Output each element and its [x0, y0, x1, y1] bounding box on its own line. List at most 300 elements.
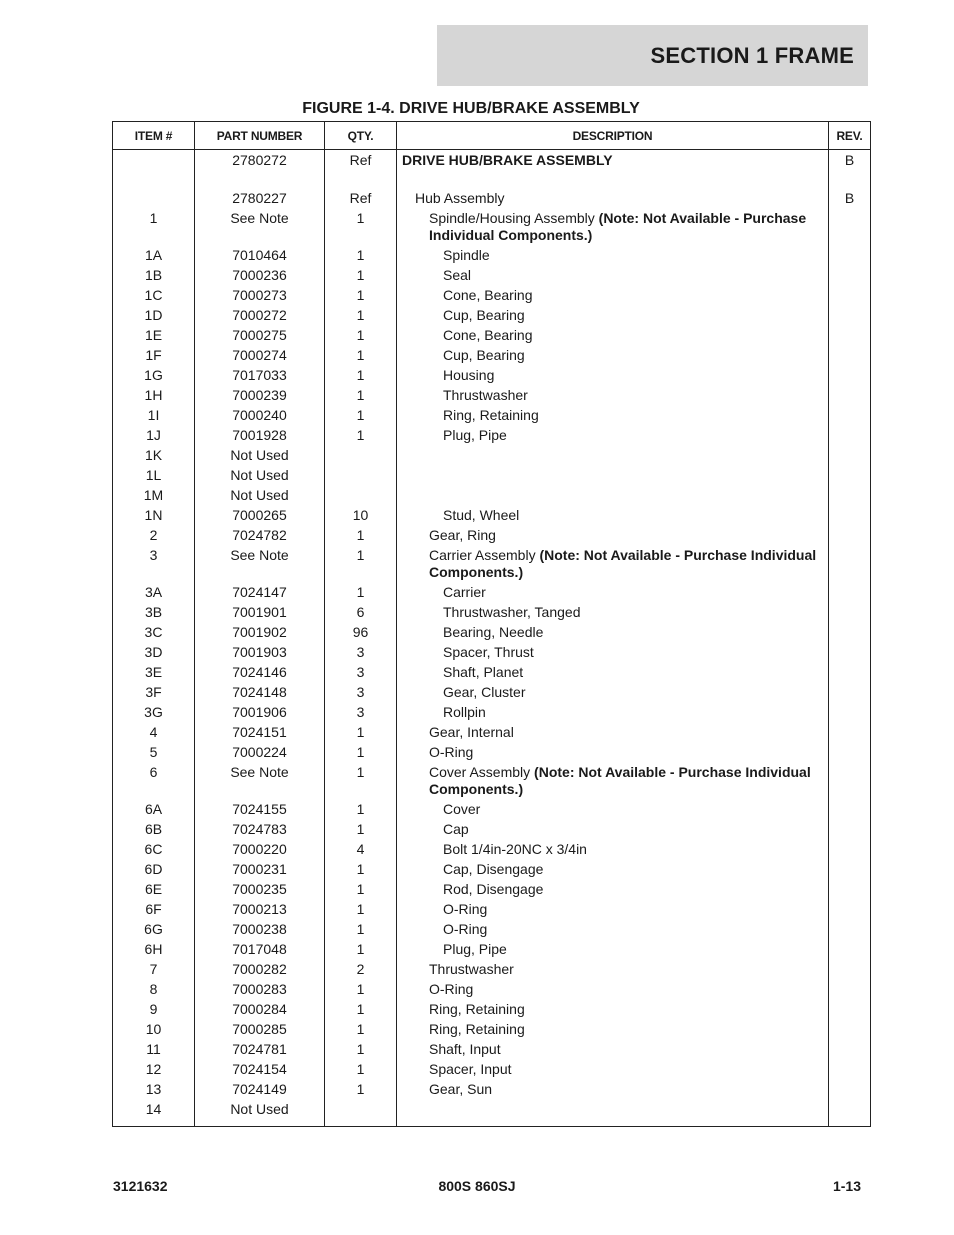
table-row	[113, 1059, 871, 1079]
item-cell: 1J	[113, 425, 195, 445]
qty-cell: 1	[325, 385, 397, 405]
part-number-cell: See Note	[195, 208, 325, 245]
item-cell: 1N	[113, 505, 195, 525]
description-text: Housing	[443, 367, 495, 383]
qty-cell: 1	[325, 208, 397, 245]
qty-cell: 1	[325, 525, 397, 545]
description-cell	[397, 602, 829, 622]
rev-cell	[829, 425, 871, 445]
part-number-cell: 7000284	[195, 999, 325, 1019]
part-number-cell: 7017033	[195, 365, 325, 385]
description-cell	[397, 1099, 829, 1127]
description-cell	[397, 345, 829, 365]
table-row	[113, 762, 871, 799]
part-number-cell: 7000239	[195, 385, 325, 405]
description-cell	[397, 365, 829, 385]
qty-cell: 1	[325, 1019, 397, 1039]
table-row	[113, 188, 871, 208]
qty-cell: 1	[325, 545, 397, 582]
part-number-cell: 7000272	[195, 305, 325, 325]
description-text: Plug, Pipe	[443, 427, 507, 443]
qty-cell: 1	[325, 1059, 397, 1079]
item-cell: 1C	[113, 285, 195, 305]
table-row	[113, 365, 871, 385]
description-note: (Note: Not Available - Purchase Individual Components.)	[429, 547, 817, 580]
qty-cell	[325, 1099, 397, 1127]
table-row	[113, 505, 871, 525]
item-cell: 12	[113, 1059, 195, 1079]
footer-model: 800S 860SJ	[438, 1178, 516, 1194]
item-cell: 6D	[113, 859, 195, 879]
table-row	[113, 265, 871, 285]
qty-cell: 10	[325, 505, 397, 525]
description-text: Cap, Disengage	[443, 861, 544, 877]
part-number-cell: Not Used	[195, 485, 325, 505]
rev-cell	[829, 722, 871, 742]
part-number-cell: 7024783	[195, 819, 325, 839]
item-cell: 14	[113, 1099, 195, 1127]
part-number-cell: 7001901	[195, 602, 325, 622]
rev-cell	[829, 819, 871, 839]
qty-cell: Ref	[325, 188, 397, 208]
part-number-cell: 7000236	[195, 265, 325, 285]
item-cell: 3	[113, 545, 195, 582]
description-cell	[397, 208, 829, 245]
rev-cell: B	[829, 188, 871, 208]
table-row	[113, 208, 871, 245]
item-cell: 1B	[113, 265, 195, 285]
footer-doc-number: 3121632	[113, 1178, 168, 1194]
description-cell	[397, 170, 829, 188]
rev-cell	[829, 702, 871, 722]
rev-cell	[829, 365, 871, 385]
item-cell: 10	[113, 1019, 195, 1039]
item-cell: 3F	[113, 682, 195, 702]
column-header-qty: QTY.	[325, 122, 397, 150]
table-row	[113, 702, 871, 722]
rev-cell	[829, 170, 871, 188]
part-number-cell: Not Used	[195, 465, 325, 485]
qty-cell: 1	[325, 1079, 397, 1099]
description-cell	[397, 722, 829, 742]
description-cell	[397, 505, 829, 525]
part-number-cell: 7000213	[195, 899, 325, 919]
rev-cell	[829, 939, 871, 959]
part-number-cell: See Note	[195, 762, 325, 799]
description-note: DRIVE HUB/BRAKE ASSEMBLY	[402, 152, 613, 168]
qty-cell: 1	[325, 939, 397, 959]
rev-cell	[829, 245, 871, 265]
rev-cell	[829, 208, 871, 245]
qty-cell: 1	[325, 919, 397, 939]
description-text: O-Ring	[443, 921, 488, 937]
description-cell	[397, 839, 829, 859]
parts-table	[112, 121, 871, 1127]
rev-cell	[829, 762, 871, 799]
qty-cell: 1	[325, 899, 397, 919]
description-cell	[397, 979, 829, 999]
description-text: O-Ring	[429, 744, 474, 760]
description-text: Thrustwasher	[429, 961, 514, 977]
table-row	[113, 405, 871, 425]
description-cell	[397, 305, 829, 325]
part-number-cell: 7000273	[195, 285, 325, 305]
description-text: O-Ring	[429, 981, 474, 997]
table-row	[113, 722, 871, 742]
qty-cell: 1	[325, 405, 397, 425]
qty-cell	[325, 445, 397, 465]
qty-cell: 96	[325, 622, 397, 642]
item-cell: 1L	[113, 465, 195, 485]
description-text: Rollpin	[443, 704, 486, 720]
item-cell: 6H	[113, 939, 195, 959]
item-cell: 3D	[113, 642, 195, 662]
description-text: Spacer, Thrust	[443, 644, 534, 660]
item-cell: 6	[113, 762, 195, 799]
qty-cell	[325, 465, 397, 485]
item-cell: 1F	[113, 345, 195, 365]
table-row	[113, 819, 871, 839]
table-row	[113, 1099, 871, 1127]
description-text: Ring, Retaining	[429, 1001, 525, 1017]
qty-cell	[325, 485, 397, 505]
description-cell	[397, 642, 829, 662]
qty-cell: 3	[325, 682, 397, 702]
description-text: Seal	[443, 267, 472, 283]
qty-cell: 6	[325, 602, 397, 622]
item-cell: 6F	[113, 899, 195, 919]
rev-cell	[829, 859, 871, 879]
column-header-part-number: PART NUMBER	[195, 122, 325, 150]
description-cell	[397, 1039, 829, 1059]
table-row	[113, 150, 871, 171]
description-text: Shaft, Input	[429, 1041, 501, 1057]
description-text: Spacer, Input	[429, 1061, 512, 1077]
item-cell: 6G	[113, 919, 195, 939]
table-row	[113, 799, 871, 819]
table-row	[113, 662, 871, 682]
description-cell	[397, 622, 829, 642]
description-text: Shaft, Planet	[443, 664, 524, 680]
qty-cell: 1	[325, 999, 397, 1019]
description-cell	[397, 702, 829, 722]
description-cell	[397, 799, 829, 819]
table-row	[113, 899, 871, 919]
rev-cell	[829, 305, 871, 325]
part-number-cell: 7000220	[195, 839, 325, 859]
item-cell: 1M	[113, 485, 195, 505]
section-title: SECTION 1 FRAME	[650, 42, 854, 68]
item-cell: 3E	[113, 662, 195, 682]
table-row	[113, 959, 871, 979]
description-cell	[397, 325, 829, 345]
table-row	[113, 305, 871, 325]
description-cell	[397, 899, 829, 919]
description-text: Cup, Bearing	[443, 307, 525, 323]
description-text: Ring, Retaining	[443, 407, 539, 423]
part-number-cell: 7024782	[195, 525, 325, 545]
table-row	[113, 545, 871, 582]
item-cell: 1K	[113, 445, 195, 465]
item-cell: 7	[113, 959, 195, 979]
description-cell	[397, 682, 829, 702]
description-cell	[397, 285, 829, 305]
table-row	[113, 1019, 871, 1039]
description-text: Cover Assembly	[429, 764, 535, 780]
description-text: Cap	[443, 821, 469, 837]
table-row	[113, 602, 871, 622]
rev-cell	[829, 445, 871, 465]
table-row	[113, 345, 871, 365]
item-cell: 1H	[113, 385, 195, 405]
table-row	[113, 445, 871, 465]
item-cell: 3A	[113, 582, 195, 602]
description-text: Hub Assembly	[415, 190, 505, 206]
item-cell	[113, 170, 195, 188]
part-number-cell: 7001928	[195, 425, 325, 445]
rev-cell	[829, 1039, 871, 1059]
part-number-cell: 7010464	[195, 245, 325, 265]
rev-cell	[829, 622, 871, 642]
rev-cell	[829, 899, 871, 919]
description-cell	[397, 819, 829, 839]
table-row	[113, 325, 871, 345]
part-number-cell: 7024146	[195, 662, 325, 682]
item-cell: 8	[113, 979, 195, 999]
rev-cell	[829, 682, 871, 702]
table-row	[113, 979, 871, 999]
qty-cell: 2	[325, 959, 397, 979]
rev-cell	[829, 1099, 871, 1127]
qty-cell: 1	[325, 742, 397, 762]
part-number-cell: 7000238	[195, 919, 325, 939]
item-cell: 3G	[113, 702, 195, 722]
description-text: Cone, Bearing	[443, 287, 533, 303]
description-text: Gear, Internal	[429, 724, 514, 740]
description-text: Cover	[443, 801, 481, 817]
description-cell	[397, 1019, 829, 1039]
description-note: (Note: Not Available - Purchase Individual Components.)	[429, 210, 807, 243]
item-cell: 6A	[113, 799, 195, 819]
qty-cell: 1	[325, 859, 397, 879]
description-text: Cup, Bearing	[443, 347, 525, 363]
rev-cell	[829, 662, 871, 682]
qty-cell: 1	[325, 582, 397, 602]
rev-cell	[829, 979, 871, 999]
description-text: Ring, Retaining	[429, 1021, 525, 1037]
description-cell	[397, 742, 829, 762]
table-row	[113, 485, 871, 505]
rev-cell	[829, 879, 871, 899]
column-header-description: DESCRIPTION	[397, 122, 829, 150]
rev-cell	[829, 919, 871, 939]
qty-cell: 1	[325, 365, 397, 385]
description-cell	[397, 879, 829, 899]
description-cell	[397, 445, 829, 465]
description-cell	[397, 385, 829, 405]
part-number-cell: 7000240	[195, 405, 325, 425]
qty-cell: 3	[325, 702, 397, 722]
rev-cell: B	[829, 150, 871, 171]
part-number-cell: 7001902	[195, 622, 325, 642]
table-row	[113, 285, 871, 305]
table-row	[113, 919, 871, 939]
part-number-cell: 7024147	[195, 582, 325, 602]
part-number-cell: 7001906	[195, 702, 325, 722]
qty-cell: 1	[325, 1039, 397, 1059]
parts-table-body	[113, 150, 871, 1127]
description-text: Rod, Disengage	[443, 881, 544, 897]
qty-cell: 3	[325, 642, 397, 662]
description-cell	[397, 1079, 829, 1099]
item-cell: 9	[113, 999, 195, 1019]
rev-cell	[829, 385, 871, 405]
item-cell: 2	[113, 525, 195, 545]
description-note: (Note: Not Available - Purchase Individual Components.)	[429, 764, 811, 797]
description-text: Spindle/Housing Assembly	[429, 210, 599, 226]
item-cell: 13	[113, 1079, 195, 1099]
part-number-cell: 7024151	[195, 722, 325, 742]
item-cell: 6C	[113, 839, 195, 859]
part-number-cell: 7000274	[195, 345, 325, 365]
part-number-cell: 7000282	[195, 959, 325, 979]
description-text: Stud, Wheel	[443, 507, 520, 523]
table-row	[113, 245, 871, 265]
description-cell	[397, 582, 829, 602]
column-header-item: ITEM #	[113, 122, 195, 150]
table-row	[113, 1079, 871, 1099]
qty-cell: 1	[325, 425, 397, 445]
part-number-cell: 7000275	[195, 325, 325, 345]
rev-cell	[829, 1079, 871, 1099]
table-row	[113, 525, 871, 545]
part-number-cell: 7000265	[195, 505, 325, 525]
item-cell: 1A	[113, 245, 195, 265]
rev-cell	[829, 799, 871, 819]
table-row	[113, 425, 871, 445]
table-row	[113, 742, 871, 762]
rev-cell	[829, 505, 871, 525]
item-cell: 3C	[113, 622, 195, 642]
qty-cell: 1	[325, 799, 397, 819]
rev-cell	[829, 285, 871, 305]
rev-cell	[829, 642, 871, 662]
item-cell: 1	[113, 208, 195, 245]
rev-cell	[829, 405, 871, 425]
description-cell	[397, 919, 829, 939]
item-cell: 1G	[113, 365, 195, 385]
part-number-cell: 7000283	[195, 979, 325, 999]
qty-cell: Ref	[325, 150, 397, 171]
rev-cell	[829, 602, 871, 622]
figure-title: FIGURE 1-4. DRIVE HUB/BRAKE ASSEMBLY	[302, 100, 640, 117]
part-number-cell: Not Used	[195, 1099, 325, 1127]
item-cell: 5	[113, 742, 195, 762]
description-cell	[397, 662, 829, 682]
part-number-cell	[195, 170, 325, 188]
description-text: Gear, Ring	[429, 527, 496, 543]
table-row	[113, 622, 871, 642]
table-row	[113, 682, 871, 702]
description-cell	[397, 545, 829, 582]
qty-cell: 1	[325, 879, 397, 899]
qty-cell: 3	[325, 662, 397, 682]
part-number-cell: 7024149	[195, 1079, 325, 1099]
description-cell	[397, 939, 829, 959]
table-row	[113, 1039, 871, 1059]
rev-cell	[829, 959, 871, 979]
rev-cell	[829, 1059, 871, 1079]
qty-cell: 1	[325, 245, 397, 265]
rev-cell	[829, 525, 871, 545]
description-cell	[397, 245, 829, 265]
qty-cell: 1	[325, 819, 397, 839]
part-number-cell: 7017048	[195, 939, 325, 959]
qty-cell: 1	[325, 285, 397, 305]
qty-cell: 1	[325, 979, 397, 999]
table-row	[113, 939, 871, 959]
description-text: Thrustwasher, Tanged	[443, 604, 581, 620]
table-row	[113, 839, 871, 859]
description-cell	[397, 762, 829, 799]
table-row	[113, 642, 871, 662]
qty-cell	[325, 170, 397, 188]
part-number-cell: 7000285	[195, 1019, 325, 1039]
item-cell	[113, 150, 195, 171]
qty-cell: 1	[325, 325, 397, 345]
table-row	[113, 582, 871, 602]
description-text: O-Ring	[443, 901, 488, 917]
rev-cell	[829, 485, 871, 505]
item-cell: 4	[113, 722, 195, 742]
item-cell: 6E	[113, 879, 195, 899]
table-row	[113, 879, 871, 899]
description-text: Carrier Assembly	[429, 547, 540, 563]
part-number-cell: 7000235	[195, 879, 325, 899]
description-cell	[397, 465, 829, 485]
part-number-cell: See Note	[195, 545, 325, 582]
qty-cell: 1	[325, 762, 397, 799]
table-row	[113, 385, 871, 405]
description-cell	[397, 859, 829, 879]
section-header-banner	[437, 25, 868, 86]
part-number-cell: Not Used	[195, 445, 325, 465]
description-cell	[397, 425, 829, 445]
description-text: Spindle	[443, 247, 490, 263]
part-number-cell: 7001903	[195, 642, 325, 662]
description-cell	[397, 1059, 829, 1079]
description-cell	[397, 188, 829, 208]
rev-cell	[829, 345, 871, 365]
part-number-cell: 7000224	[195, 742, 325, 762]
table-spacer-row	[113, 170, 871, 188]
table-row	[113, 465, 871, 485]
item-cell: 1E	[113, 325, 195, 345]
description-cell	[397, 959, 829, 979]
description-cell	[397, 265, 829, 285]
item-cell: 1D	[113, 305, 195, 325]
rev-cell	[829, 1019, 871, 1039]
part-number-cell: 2780227	[195, 188, 325, 208]
rev-cell	[829, 465, 871, 485]
part-number-cell: 7024154	[195, 1059, 325, 1079]
item-cell: 11	[113, 1039, 195, 1059]
qty-cell: 1	[325, 722, 397, 742]
part-number-cell: 7000231	[195, 859, 325, 879]
item-cell: 1I	[113, 405, 195, 425]
qty-cell: 1	[325, 345, 397, 365]
part-number-cell: 7024781	[195, 1039, 325, 1059]
